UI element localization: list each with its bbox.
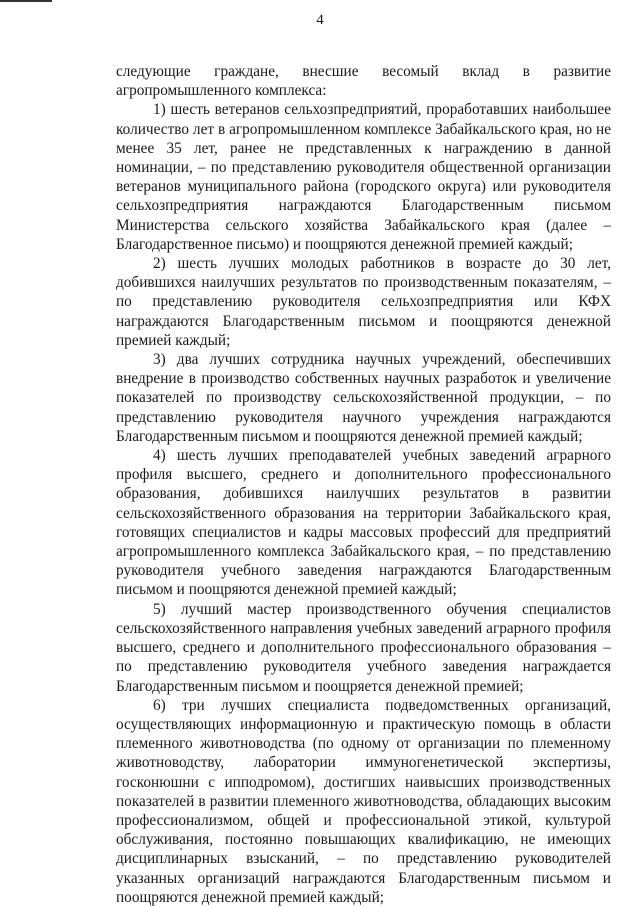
list-item-6: 6) три лучших специалиста подведомственных организаций, осуществляющих информационную и практическую помощь в области племенного животноводства (по одному от организации по племенному животноводству, лаборатории иммуногенетической экспертизы, госконюшни с ипподромом), достигших наивысших производственных показателей в развитии племенного животноводства, обладающих высоким профессионализмом, общей и профессиональной этикой, культурой обслуживания, постоянно повышающих квалификацию, не имеющих дисциплинарных взысканий, – по представлению руководителей указанных организаций награждаются Благодарственным письмом и поощряются денежной премией каждый; [116, 696, 611, 906]
document-body [116, 62, 611, 907]
list-item-5: 5) лучший мастер производственного обучения специалистов сельскохозяйственного направления учебных заведений аграрного профиля высшего, среднего и дополнительного профессионального образования – по представлению руководителя учебного заведения награждается Благодарственным письмом и поощряется денежной премией; [116, 600, 611, 695]
list-item-1: 1) шесть ветеранов сельхозпредприятий, проработавших наибольшее количество лет в агропромышленном комплексе Забайкальского края, но не менее 35 лет, ранее не представленных к награждению в данной номинации, – по представлению руководителя общественной организации ветеранов муниципального района (городского округа) или руководителя сельхозпредприятия награждаются Благодарственным письмом Министерства сельского хозяйства Забайкальского края (далее – Благодарственное письмо) и поощряются денежной премией каждый; [116, 101, 611, 253]
list-item-3: 3) два лучших сотрудника научных учреждений, обеспечивших внедрение в производство собственных научных разработок и увеличение показателей по производству сельскохозяйственной продукции, – по представлению руководителя научного учреждения награждаются Благодарственным письмом и поощряются денежной премией каждый; [116, 351, 611, 445]
top-rule [0, 0, 52, 2]
intro-paragraph: следующие граждане, внесшие весомый вклад в развитие агропромышленного комплекса: [116, 63, 611, 100]
scan-speck [180, 848, 182, 850]
page-number: 4 [316, 12, 324, 28]
list-item-4: 4) шесть лучших преподавателей учебных заведений аграрного профиля высшего, среднего и дополнительного профессионального образования, добившихся наилучших результатов в развитии сельскохозяйственного образования на территории Забайкальского края, готовящих специалистов и кадры массовых профессий для предприятий агропромышленного комплекса Забайкальского края, – по представлению руководителя учебного заведения награждаются Благодарственным письмом и поощряются денежной премией каждый; [116, 447, 611, 599]
list-item-2: 2) шесть лучших молодых работников в возрасте до 30 лет, добившихся наилучших результатов по производственным показателям, – по представлению руководителя сельхозпредприятия или КФХ награждаются Благодарственным письмом и поощряются денежной премией каждый; [116, 255, 611, 349]
